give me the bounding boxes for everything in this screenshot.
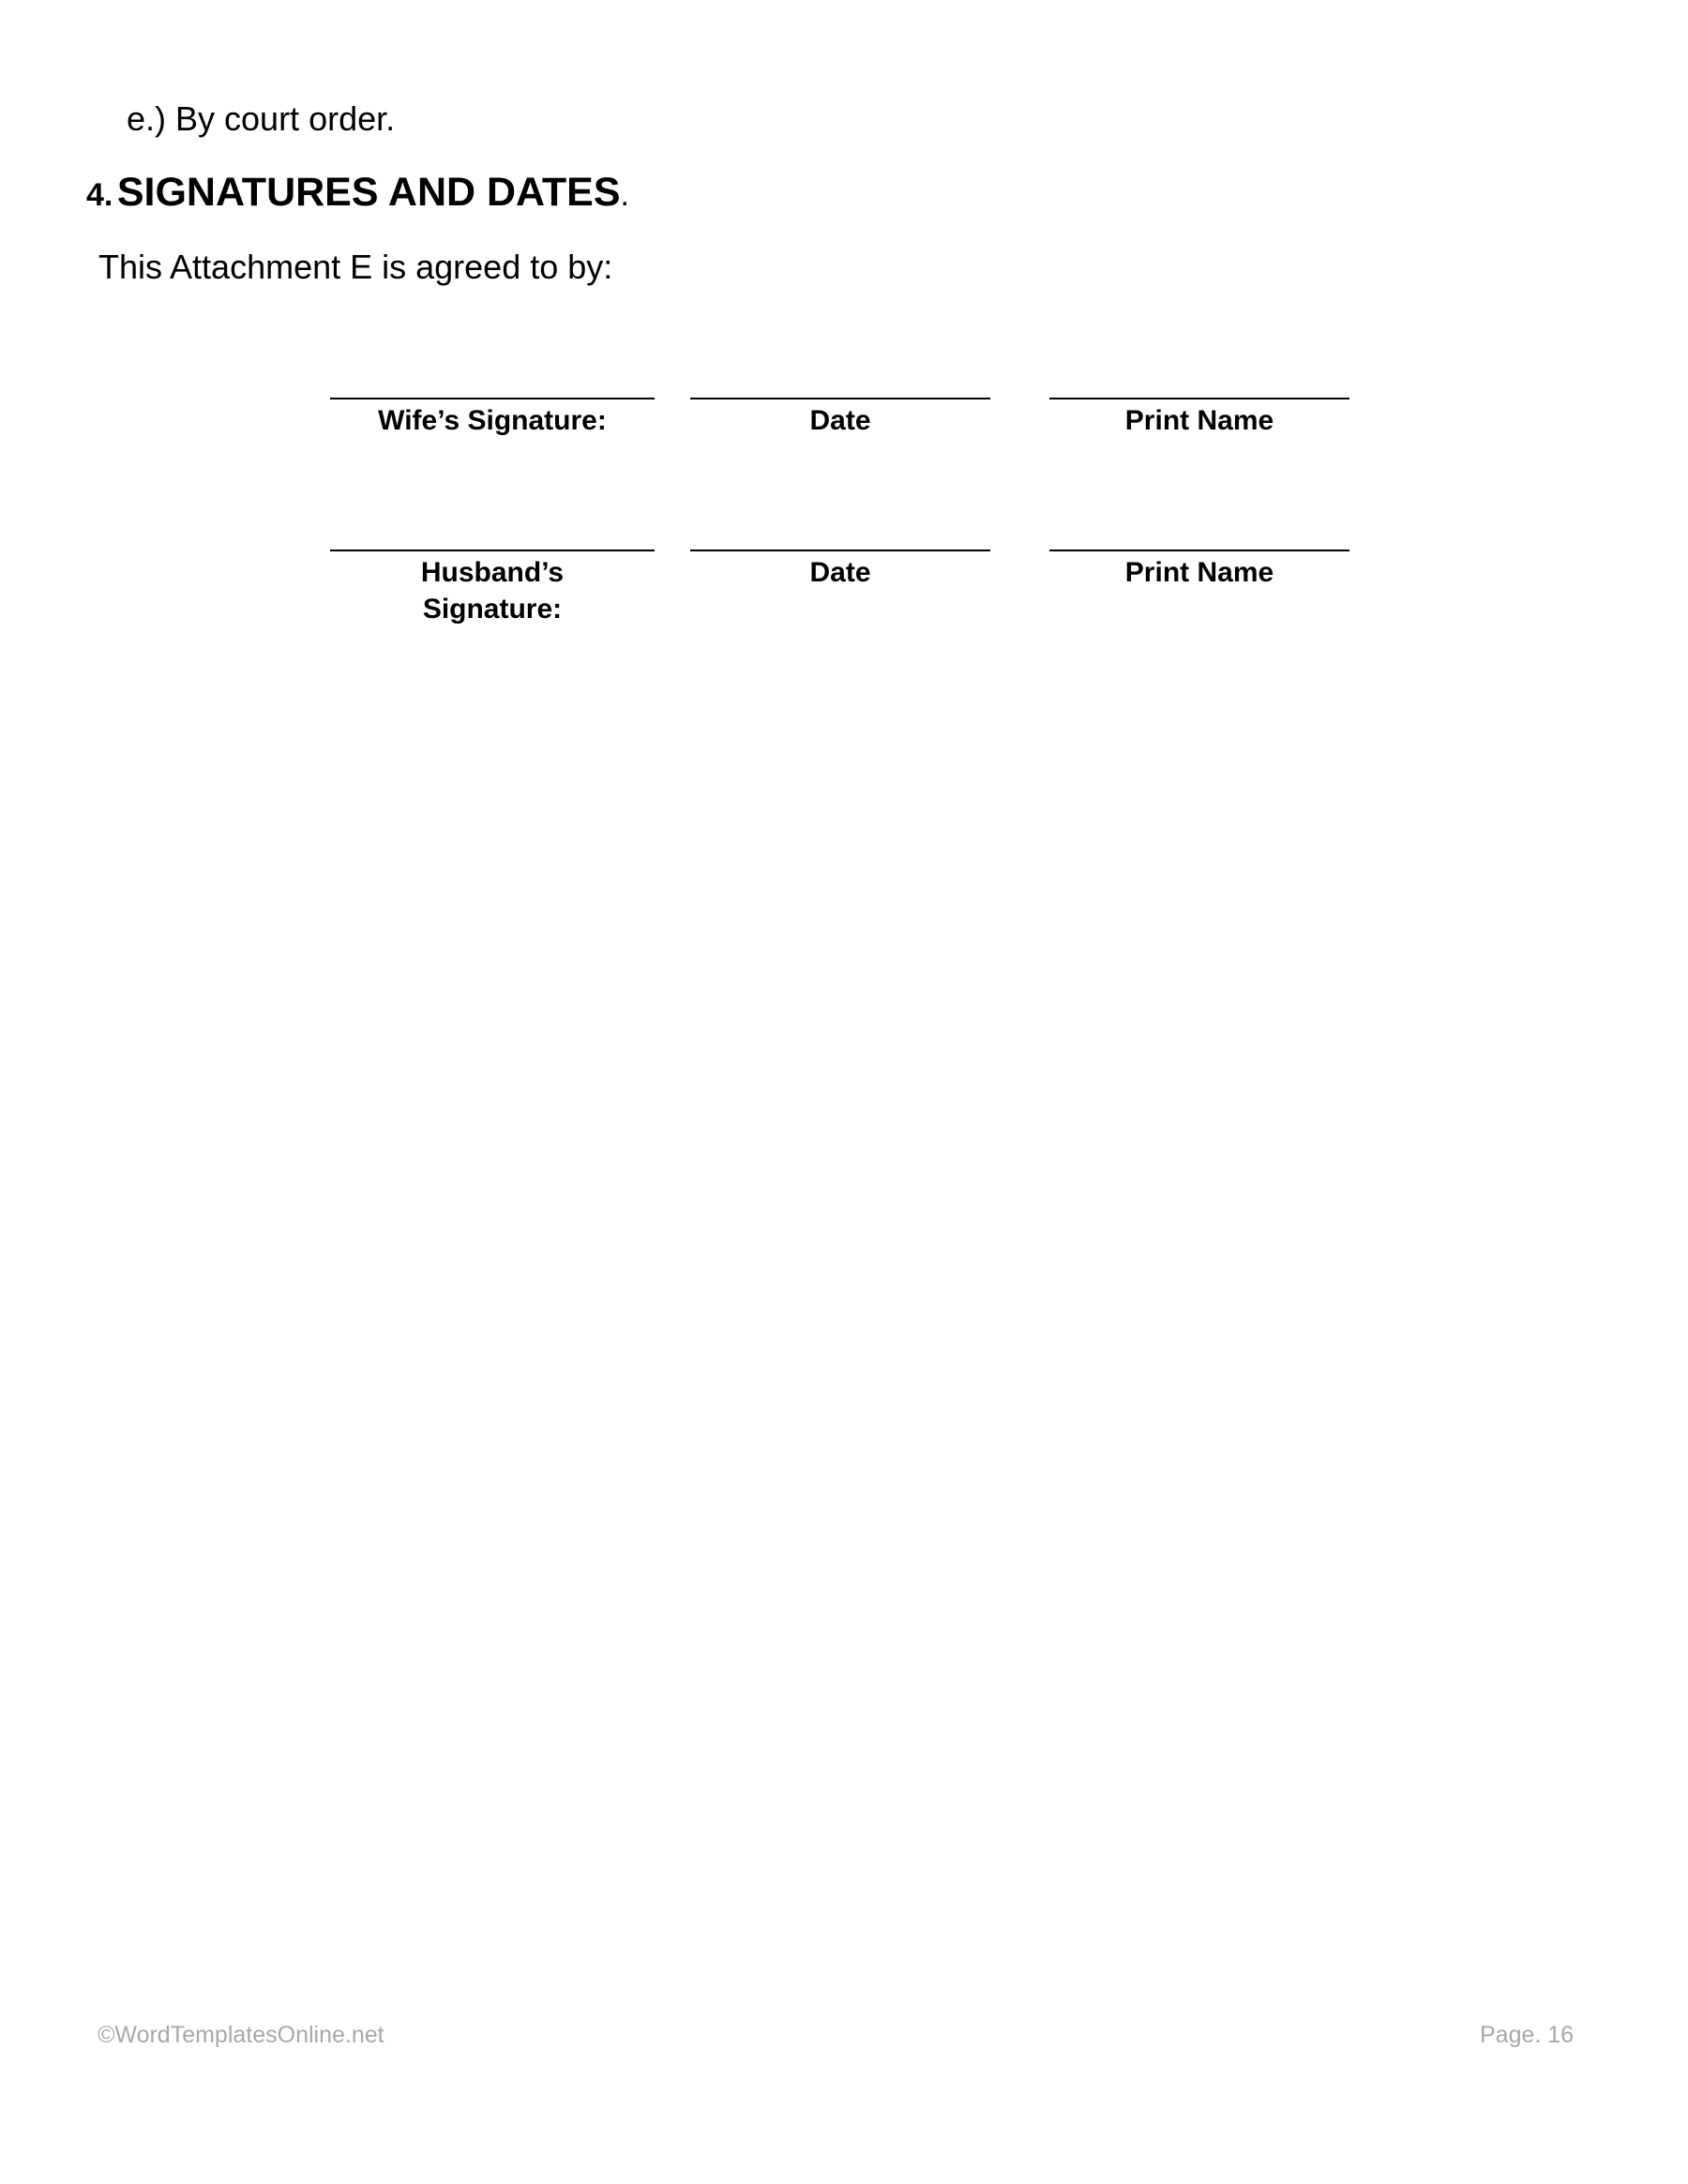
- husband-print-name-label: Print Name: [1124, 557, 1274, 588]
- wife-date-line[interactable]: [690, 398, 990, 439]
- husband-date-label: Date: [809, 557, 871, 588]
- wife-signature-label: Wife’s Signature:: [378, 405, 607, 436]
- section-number: 4.: [86, 177, 113, 213]
- husband-signature-label: Husband’s Signature:: [420, 557, 565, 625]
- wife-print-name-line[interactable]: [1049, 398, 1349, 439]
- footer-copyright: ©WordTemplatesOnline.net: [98, 2022, 384, 2048]
- wife-signature-line[interactable]: [330, 398, 655, 439]
- list-item-e: e.) By court order.: [127, 99, 396, 138]
- husband-date-line[interactable]: [690, 550, 990, 591]
- intro-text: This Attachment E is agreed to by:: [98, 248, 613, 286]
- husband-signature-line[interactable]: [330, 550, 655, 627]
- wife-print-name-label: Print Name: [1124, 405, 1274, 436]
- section-trailing-period: .: [620, 177, 629, 213]
- wife-date-label: Date: [809, 405, 871, 436]
- footer-page-number: Page. 16: [1480, 2022, 1575, 2048]
- husband-print-name-line[interactable]: [1049, 550, 1349, 591]
- section-title: SIGNATURES AND DATES: [116, 170, 621, 215]
- section-heading: [86, 167, 629, 227]
